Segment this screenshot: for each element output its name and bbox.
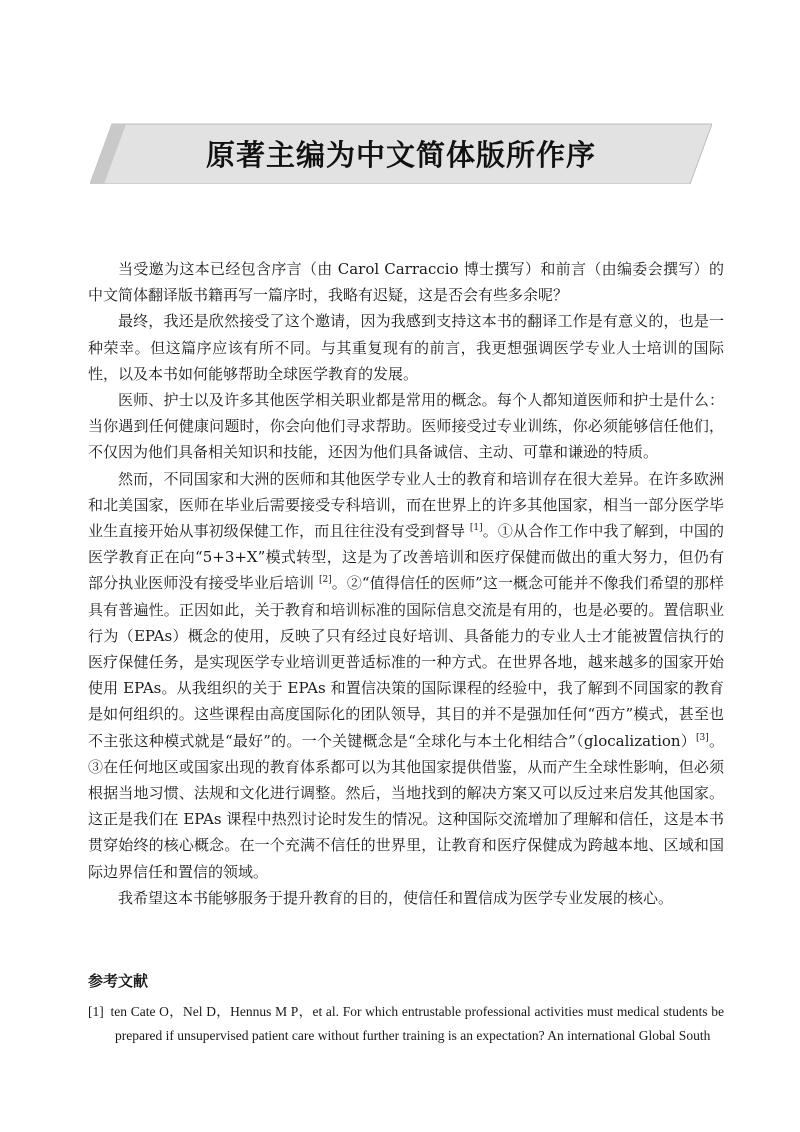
body-paragraph	[88, 387, 724, 466]
paragraph-text: 最终，我还是欣然接受了这个邀请，因为我感到支持这本书的翻译工作是有意义的，也是一种荣幸。但这篇序应该有所不同。与其重复现有的前言，我更想强调医学专业人士培训的国际性，以及本书如何能够帮助全球医学教育的发展。	[88, 312, 724, 383]
paragraph-text: 然而，不同国家和大洲的医师和其他医学专业人士的教育和培训存在很大差异。在许多欧洲和北美国家，医师在毕业后需要接受专科培训，而在世界上的许多其他国家，相当一部分医学毕业生直接开始从事初级保健工作，而且往往没有受到督导	[88, 469, 724, 541]
paragraph-text: 。①从合作工作中我了解到，中国的医学教育正在向“5+3+X”模式转型，这是为了改善培训和医疗保健而做出的重大努力，但仍有部分执业医师没有接受毕业后培训	[88, 522, 724, 593]
paragraph-text: 。③在任何地区或国家出现的教育体系都可以为其他国家提供借鉴，从而产生全球性影响，但必须根据当地习惯、法规和文化进行调整。然后，当地找到的解决方案又可以反过来启发其他国家。这正是我们在 EPAs 课程中热烈讨论时发生的情况。这种国际交流增加了理解和信任，这是本书贯穿始终的核心概念。在一个充满不信任的世界里，让教育和医疗保健成为跨越本地、区域和国际边界信任和置信的领域。	[88, 731, 724, 881]
reference-item	[88, 1000, 724, 1048]
citation-marker: [2]	[318, 575, 332, 586]
body-paragraph	[88, 308, 724, 387]
reference-number: [1]	[88, 1004, 104, 1019]
citation-marker: [3]	[696, 732, 709, 743]
paragraph-text: 当受邀为这本已经包含序言（由 Carol Carraccio 博士撰写）和前言（由编委会撰写）的中文简体翻译版书籍再写一篇序时，我略有迟疑，这是否会有些多余呢？	[88, 260, 724, 305]
body-paragraph	[88, 466, 724, 885]
paragraph-text: 医师、护士以及许多其他医学相关职业都是常用的概念。每个人都知道医师和护士是什么：当你遇到任何健康问题时，你会向他们寻求帮助。医师接受过专业训练，你必须能够信任他们，不仅因为他们具备相关知识和技能，还因为他们具备诚信、主动、可靠和谦逊的特质。	[88, 391, 724, 462]
paragraph-text: 。②“值得信任的医师”这一概念可能并不像我们希望的那样具有普遍性。正因如此，关于教育和培训标准的国际信息交流是有用的，也是必要的。置信职业行为（EPAs）概念的使用，反映了只有经过良好培训、具备能力的专业人士才能被置信执行的医疗保健任务，是实现医学专业培训更普适标准的一种方式。在世界各地，越来越多的国家开始使用 EPAs。从我组织的关于 EPAs 和置信决策的国际课程的经验中，我了解到不同国家的教育是如何组织的。这些课程由高度国际化的团队领导，其目的并不是强加任何“西方”模式，甚至也不主张这种模式就是“最好”的。一个关键概念是“全球化与本土化相结合”（glocalization）	[88, 574, 724, 750]
body-paragraph	[88, 885, 724, 911]
body-paragraph	[88, 256, 724, 308]
preface-body	[88, 256, 724, 911]
paragraph-text: 我希望这本书能够服务于提升教育的目的，使信任和置信成为医学专业发展的核心。	[118, 888, 674, 907]
page-title: 原著主编为中文简体版所作序	[205, 137, 596, 172]
citation-marker: [1]	[469, 523, 483, 534]
reference-text: ten Cate O，Nel D，Hennus M P，et al. For which entrustable professional activities must medical students be prepared if unsupervised patient care without further training is an expectation? An international Global South	[103, 1004, 724, 1043]
references-heading: 参考文献	[88, 972, 149, 990]
title-banner	[90, 122, 712, 184]
